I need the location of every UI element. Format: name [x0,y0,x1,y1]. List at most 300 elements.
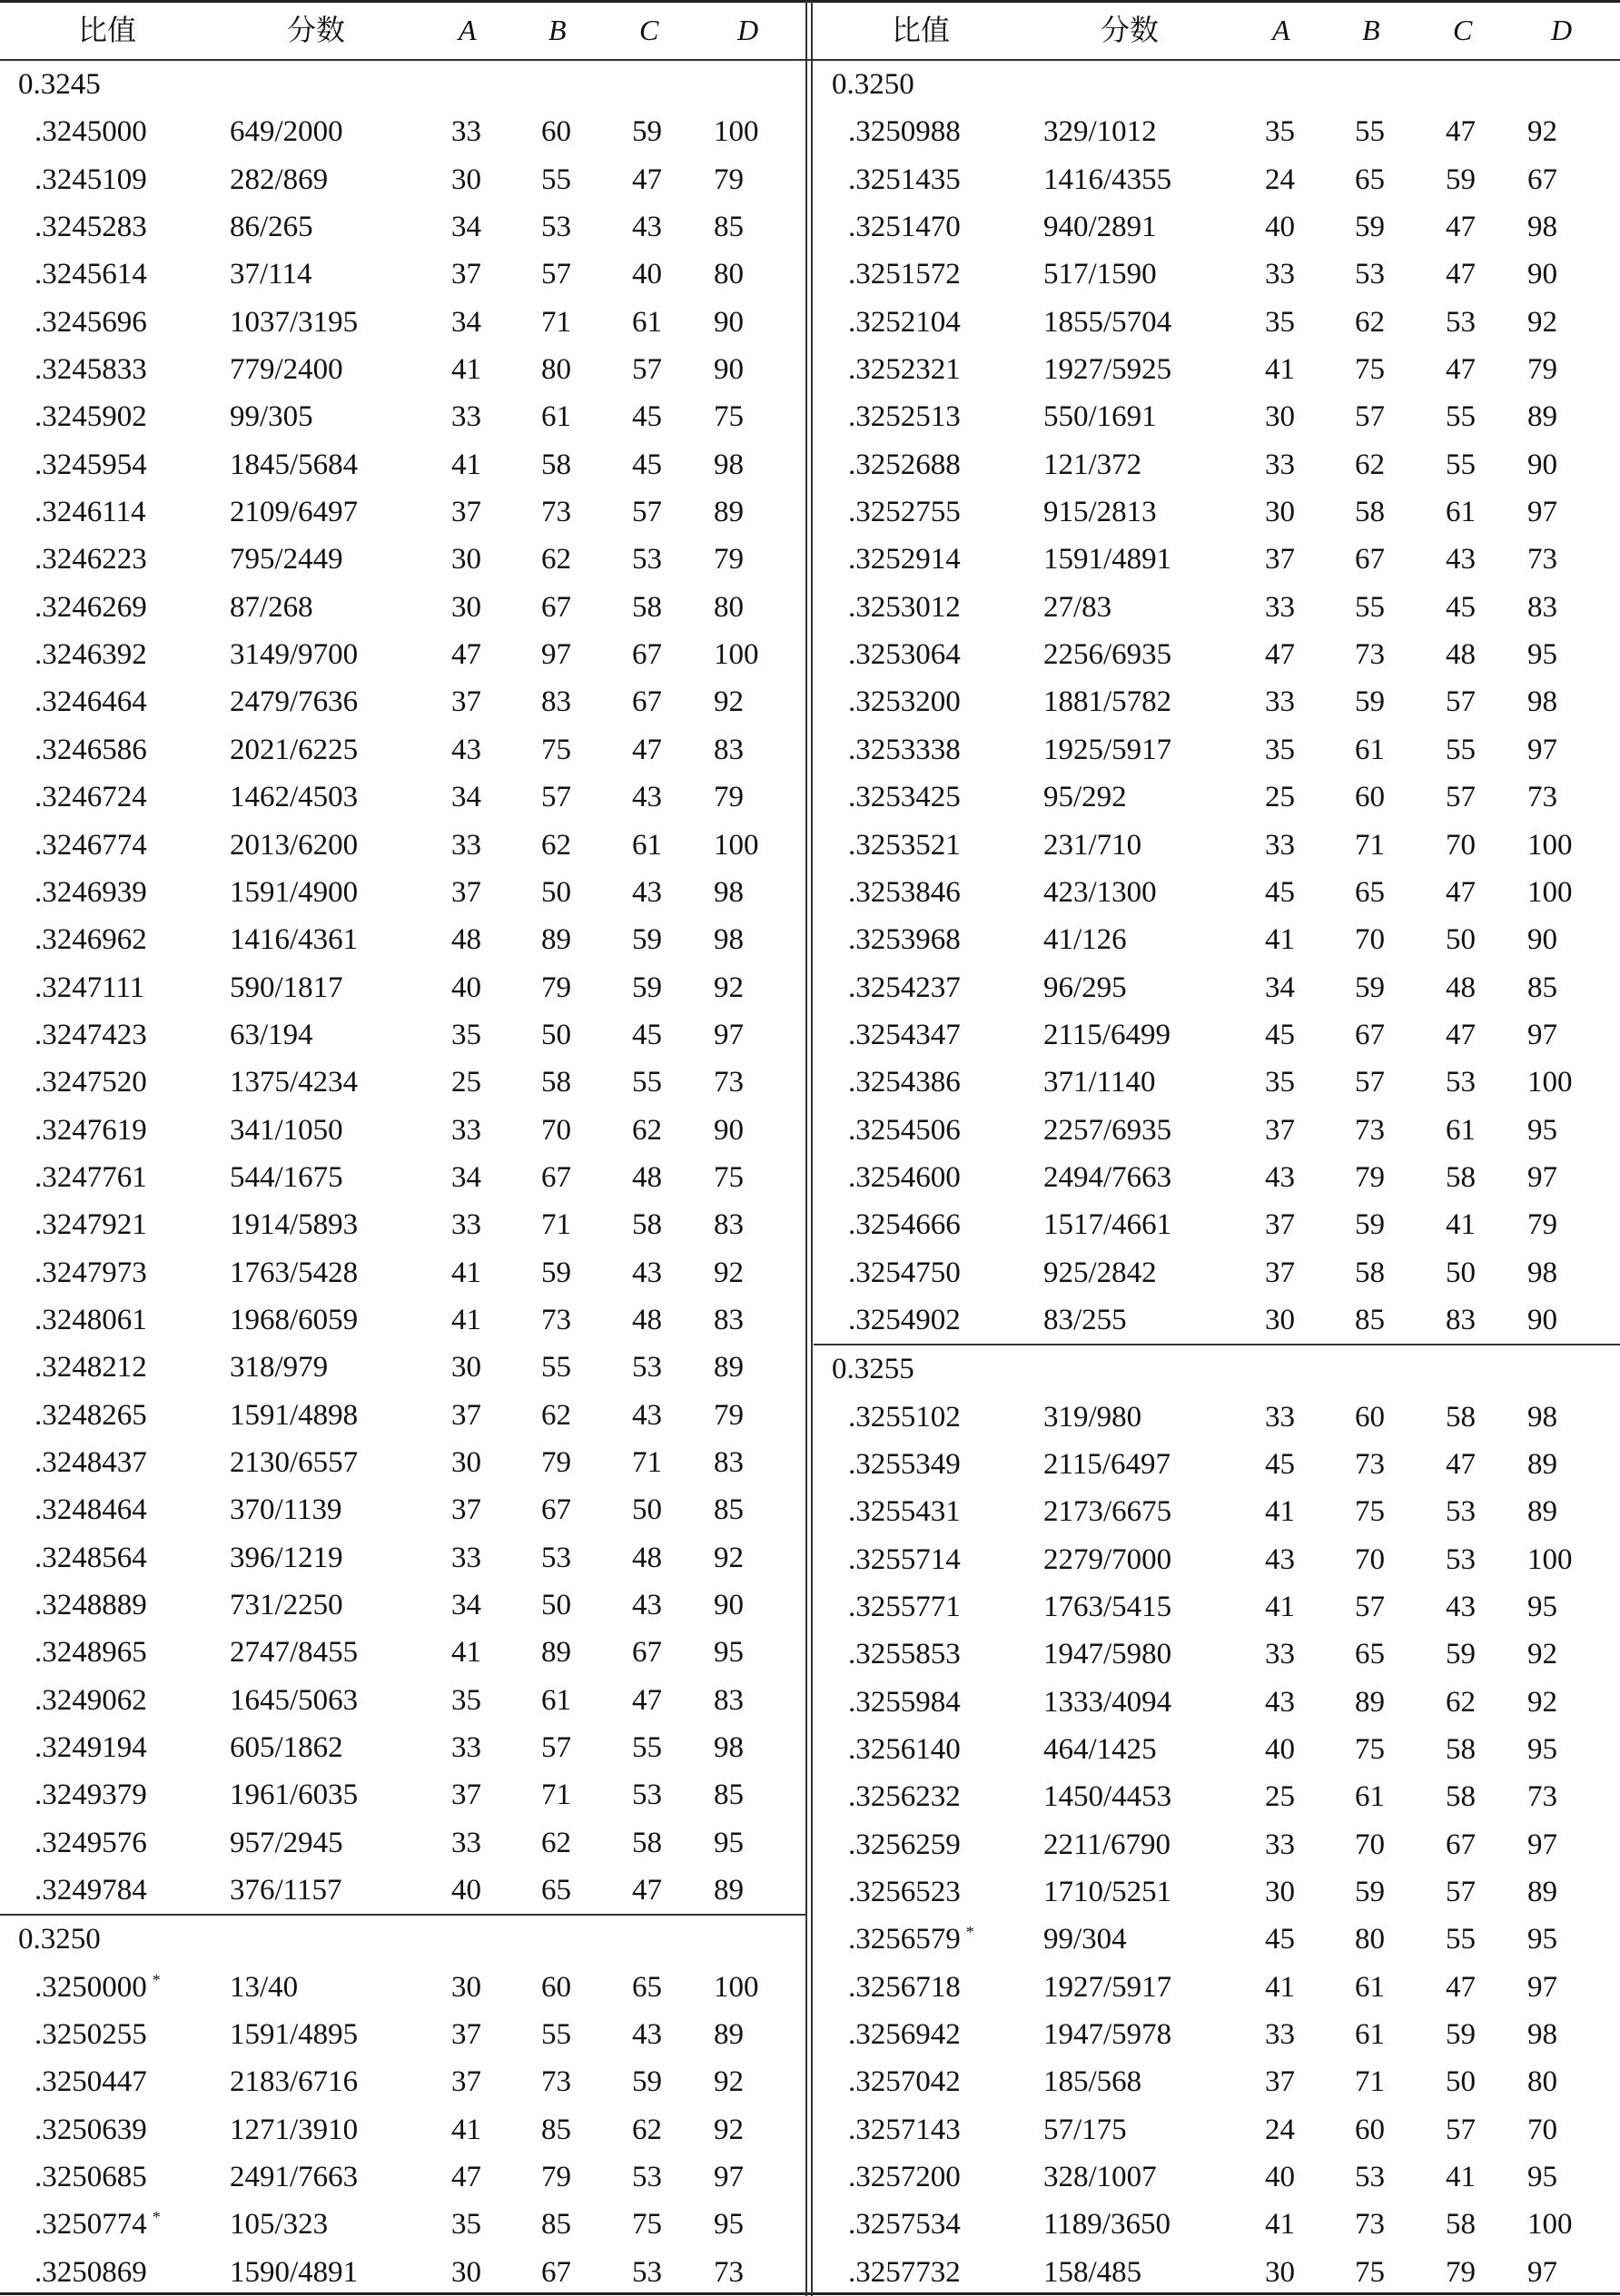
b-cell: 57 [541,258,571,291]
c-cell: 53 [632,2255,662,2289]
table-row [814,2201,1620,2248]
fraction-cell: 2013/6200 [230,828,359,862]
c-cell: 58 [1446,1733,1476,1767]
b-cell: 75 [1355,1733,1385,1767]
fraction-cell: 37/114 [230,258,312,291]
c-cell: 55 [1446,400,1476,434]
c-cell: 61 [1446,496,1476,529]
a-cell: 40 [451,1874,481,1907]
ratio-cell: .3254666 [848,1208,961,1242]
fraction-cell: 795/2449 [230,543,343,576]
ratio-cell: .3245902 [35,400,147,434]
a-cell: 37 [451,1493,481,1527]
a-cell: 41 [1265,1591,1295,1623]
d-cell: 79 [714,781,744,814]
a-cell: 25 [1265,1780,1295,1814]
fraction-cell: 341/1050 [230,1113,343,1147]
ratio-cell: .3254902 [848,1303,961,1336]
ratio-cell: .3254506 [848,1113,961,1147]
c-cell: 45 [632,400,662,434]
c-cell: 47 [632,1683,662,1717]
ratio-cell: .3257534 [848,2208,961,2242]
fraction-cell: 95/292 [1043,781,1127,814]
footnote-mark: * [965,1923,974,1942]
center-divider-line [811,0,813,2296]
group-label: 0.3250 [18,1923,101,1956]
c-cell: 58 [1446,1400,1476,1434]
fraction-cell: 328/1007 [1043,2161,1157,2194]
ratio-cell: .3255853 [848,1638,961,1671]
table-row [0,1344,806,1391]
d-cell: 79 [714,543,744,576]
d-cell: 90 [1527,1303,1557,1336]
a-cell: 40 [1265,1733,1295,1767]
fraction-cell: 2279/7000 [1043,1542,1172,1576]
c-cell: 59 [632,115,662,149]
ratio-cell: .3248965 [35,1636,147,1670]
a-cell: 24 [1265,2113,1295,2146]
table-row [814,631,1620,678]
c-cell: 55 [632,1066,662,1099]
a-cell: 33 [1265,685,1295,719]
a-cell: 30 [1265,496,1295,529]
ratio-cell: .3256942 [848,2018,961,2052]
d-cell: 73 [1527,781,1557,814]
ratio-cell: .3251470 [848,211,961,244]
c-cell: 61 [632,305,662,339]
ratio-cell: .3255431 [848,1495,961,1529]
footnote-mark: * [152,1970,161,1989]
a-cell: 33 [1265,1638,1295,1671]
d-cell: 97 [1527,1828,1557,1861]
ratio-cell: .3250447 [35,2065,147,2099]
fraction-cell: 464/1425 [1043,1733,1157,1767]
ratio-cell: .3248889 [35,1589,147,1621]
a-cell: 33 [1265,590,1295,624]
ratio-cell: .3246962 [35,923,147,957]
b-cell: 71 [541,1208,571,1242]
ratio-cell: .3245000 [35,115,147,149]
table-row [0,108,806,155]
d-cell: 97 [1527,496,1557,529]
d-cell: 98 [1527,211,1557,244]
a-cell: 33 [451,115,481,149]
a-cell: 41 [1265,923,1295,957]
d-cell: 95 [714,1826,744,1859]
d-cell: 92 [714,2065,744,2099]
table-row [0,1439,806,1486]
c-cell: 59 [1446,2018,1476,2052]
fraction-cell: 86/265 [230,211,313,244]
c-cell: 43 [632,1256,662,1289]
d-cell: 85 [714,1779,744,1812]
fraction-cell: 957/2945 [230,1826,343,1859]
ratio-cell: .3254386 [848,1066,961,1099]
fraction-cell: 1763/5428 [230,1256,359,1289]
d-cell: 90 [1527,448,1557,481]
a-cell: 34 [451,211,481,244]
c-cell: 59 [632,971,662,1004]
table-row [0,1677,806,1724]
c-cell: 61 [632,828,662,862]
fraction-cell: 3149/9700 [230,638,359,672]
fraction-cell: 590/1817 [230,971,343,1004]
table-row [814,441,1620,488]
table-row [814,1679,1620,1726]
ratio-cell: .3247111 [35,971,145,1004]
c-cell: 71 [632,1445,662,1479]
b-cell: 55 [541,1351,571,1384]
d-cell: 100 [714,115,759,149]
b-cell: 58 [1355,1256,1385,1289]
fraction-cell: 1645/5063 [230,1683,359,1717]
c-cell: 45 [632,448,662,481]
d-cell: 80 [714,590,744,624]
b-cell: 53 [541,211,571,244]
fraction-cell: 940/2891 [1043,211,1157,244]
c-cell: 50 [1446,2065,1476,2099]
b-cell: 65 [1355,163,1385,196]
d-cell: 73 [714,2255,744,2289]
b-cell: 57 [541,781,571,814]
a-cell: 25 [451,1066,481,1099]
c-cell: 45 [632,1018,662,1051]
fraction-cell: 2173/6675 [1043,1495,1172,1529]
a-cell: 33 [1265,1400,1295,1434]
b-cell: 70 [1355,1828,1385,1861]
a-cell: 47 [451,638,481,672]
fraction-cell: 1591/4900 [230,875,359,909]
b-cell: 59 [1355,211,1385,244]
d-cell: 92 [714,2113,744,2146]
b-cell: 61 [1355,2018,1385,2052]
d-cell: 79 [1527,1208,1557,1242]
b-cell: 71 [1355,828,1385,862]
fraction-cell: 1855/5704 [1043,305,1172,339]
b-cell: 60 [1355,781,1385,814]
d-cell: 98 [714,923,744,957]
header-d: D [1551,14,1573,46]
b-cell: 75 [1355,2255,1385,2289]
a-cell: 43 [1265,1542,1295,1576]
a-cell: 30 [451,1445,481,1479]
fraction-cell: 1881/5782 [1043,685,1172,719]
c-cell: 47 [1446,211,1476,244]
b-cell: 67 [541,1493,571,1527]
d-cell: 89 [714,1351,744,1384]
c-cell: 48 [632,1303,662,1336]
d-cell: 92 [1527,1638,1557,1671]
c-cell: 65 [632,1970,662,2004]
c-cell: 55 [1446,1923,1476,1956]
a-cell: 37 [1265,2065,1295,2099]
a-cell: 37 [451,2065,481,2099]
a-cell: 33 [451,1826,481,1859]
header-ratio: 比值 [892,14,951,46]
right-table-body [814,61,1620,2296]
fraction-cell: 185/568 [1043,2065,1142,2099]
a-cell: 35 [1265,1066,1295,1099]
ratio-cell: .3249576 [35,1826,147,1859]
table-row [0,678,806,725]
table-row [0,1059,806,1106]
ratio-cell: .3250000 * [35,1970,161,2004]
d-cell: 92 [1527,305,1557,339]
d-cell: 92 [714,971,744,1004]
d-cell: 97 [714,1018,744,1051]
d-cell: 92 [714,685,744,719]
a-cell: 45 [1265,1447,1295,1481]
b-cell: 59 [1355,1876,1385,1909]
fraction-cell: 2257/6935 [1043,1113,1172,1147]
fraction-cell: 1947/5978 [1043,2018,1172,2052]
ratio-cell: .3252513 [848,400,961,434]
fraction-cell: 282/869 [230,163,329,196]
a-cell: 43 [1265,1160,1295,1194]
ratio-cell: .3250685 [35,2161,147,2194]
a-cell: 37 [451,258,481,291]
table-row [814,1201,1620,1248]
b-cell: 67 [541,2255,571,2289]
table-row [814,1726,1620,1773]
a-cell: 37 [451,1398,481,1432]
b-cell: 73 [1355,1113,1385,1147]
d-cell: 83 [714,1208,744,1242]
c-cell: 59 [1446,163,1476,196]
ratio-cell: .3253200 [848,685,961,719]
b-cell: 57 [541,1731,571,1765]
d-cell: 98 [1527,1256,1557,1289]
left-table-panel [0,0,806,2296]
c-cell: 48 [1446,971,1476,1004]
c-cell: 57 [632,496,662,529]
table-row [0,2011,806,2058]
d-cell: 100 [1527,1542,1573,1576]
d-cell: 89 [1527,1876,1557,1909]
d-cell: 95 [1527,1733,1557,1767]
group-label: 0.3245 [18,68,101,101]
d-cell: 83 [1527,590,1557,624]
table-row [0,1724,806,1771]
b-cell: 83 [541,685,571,719]
a-cell: 41 [1265,353,1295,387]
fraction-cell: 1710/5251 [1043,1876,1172,1909]
c-cell: 57 [1446,1876,1476,1909]
ratio-cell: .3255714 [848,1542,961,1576]
c-cell: 57 [1446,685,1476,719]
table-row [0,393,806,440]
a-cell: 40 [451,971,481,1004]
d-cell: 92 [714,1541,744,1574]
d-cell: 73 [714,1066,744,1099]
d-cell: 100 [1527,1066,1573,1099]
b-cell: 62 [541,828,571,862]
fraction-cell: 605/1862 [230,1731,343,1765]
table-row [0,536,806,583]
b-cell: 60 [1355,2113,1385,2146]
d-cell: 80 [714,258,744,291]
b-cell: 65 [541,1874,571,1907]
d-cell: 85 [714,1493,744,1527]
group-label: 0.3250 [832,68,914,101]
fraction-cell: 1763/5415 [1043,1591,1172,1623]
fraction-cell: 2479/7636 [230,685,359,719]
b-cell: 73 [541,496,571,529]
d-cell: 92 [1527,115,1557,149]
fraction-cell: 915/2813 [1043,496,1157,529]
a-cell: 30 [1265,1303,1295,1336]
fraction-cell: 2491/7663 [230,2161,359,2194]
ratio-cell: .3253521 [848,828,961,862]
c-cell: 47 [1446,353,1476,387]
group-header-row [0,1914,806,1963]
b-cell: 61 [541,1683,571,1717]
c-cell: 47 [1446,1018,1476,1051]
fraction-cell: 99/304 [1043,1923,1127,1956]
c-cell: 55 [1446,733,1476,766]
ratio-cell: .3246586 [35,733,147,766]
a-cell: 37 [1265,1256,1295,1289]
ratio-cell: .3254347 [848,1018,961,1051]
c-cell: 43 [632,1589,662,1621]
ratio-cell: .3254600 [848,1160,961,1194]
ratio-cell: .3255771 [848,1591,961,1623]
c-cell: 58 [632,1208,662,1242]
c-cell: 43 [632,2018,662,2052]
fraction-cell: 1462/4503 [230,781,359,814]
ratio-cell: .3250869 [35,2255,147,2289]
d-cell: 98 [714,875,744,909]
c-cell: 53 [1446,1495,1476,1529]
ratio-cell: .3245109 [35,163,147,196]
b-cell: 61 [1355,1970,1385,2004]
table-row [814,726,1620,774]
ratio-cell: .3247520 [35,1066,147,1099]
d-cell: 100 [714,828,759,862]
table-row [0,1534,806,1582]
b-cell: 67 [1355,543,1385,576]
ratio-cell: .3256232 [848,1780,961,1814]
table-row [0,156,806,203]
a-cell: 37 [1265,1208,1295,1242]
b-cell: 70 [541,1113,571,1147]
table-row [0,726,806,774]
c-cell: 67 [632,1636,662,1670]
a-cell: 30 [1265,2255,1295,2289]
table-row [0,2249,806,2296]
fraction-cell: 1333/4094 [1043,1685,1172,1719]
table-row [814,774,1620,821]
ratio-cell: .3249062 [35,1683,147,1717]
d-cell: 83 [714,1683,744,1717]
a-cell: 33 [451,1113,481,1147]
d-cell: 100 [714,638,759,672]
table-row [0,251,806,298]
ratio-cell: .3248437 [35,1445,147,1479]
a-cell: 35 [1265,305,1295,339]
b-cell: 80 [541,353,571,387]
fraction-cell: 1591/4891 [1043,543,1172,576]
ratio-cell: .3252688 [848,448,961,481]
fraction-cell: 649/2000 [230,115,343,149]
c-cell: 59 [632,2065,662,2099]
c-cell: 61 [1446,1113,1476,1147]
ratio-cell: .3253064 [848,638,961,672]
fraction-cell: 57/175 [1043,2113,1127,2146]
fraction-cell: 376/1157 [230,1874,342,1907]
a-cell: 34 [451,781,481,814]
c-cell: 43 [632,781,662,814]
ratio-cell: .3256140 [848,1733,961,1767]
ratio-cell: .3257042 [848,2065,961,2099]
fraction-cell: 1416/4361 [230,923,359,957]
a-cell: 30 [451,1970,481,2004]
table-row [814,916,1620,963]
a-cell: 41 [1265,1970,1295,2004]
ratio-cell: .3251435 [848,163,961,196]
c-cell: 41 [1446,2161,1476,2194]
fraction-cell: 1591/4898 [230,1398,359,1432]
fraction-cell: 231/710 [1043,828,1142,862]
a-cell: 35 [451,2208,481,2242]
ratio-cell: .3248564 [35,1541,147,1574]
b-cell: 71 [541,1779,571,1812]
c-cell: 79 [1446,2255,1476,2289]
fraction-cell: 2747/8455 [230,1636,359,1670]
b-cell: 65 [1355,1638,1385,1671]
c-cell: 47 [1446,115,1476,149]
table-row [0,631,806,678]
c-cell: 43 [632,1398,662,1432]
ratio-cell: .3249194 [35,1731,147,1765]
table-row [0,2106,806,2153]
fraction-cell: 2109/6497 [230,496,359,529]
fraction-cell: 1189/3650 [1043,2208,1171,2242]
table-row [814,1011,1620,1059]
d-cell: 98 [714,1731,744,1765]
d-cell: 100 [1527,875,1573,909]
b-cell: 57 [1355,1066,1385,1099]
c-cell: 55 [632,1731,662,1765]
fraction-cell: 544/1675 [230,1160,343,1194]
ratio-cell: .3252755 [848,496,961,529]
fraction-cell: 1271/3910 [230,2113,359,2146]
c-cell: 47 [1446,1447,1476,1481]
fraction-cell: 96/295 [1043,971,1127,1004]
a-cell: 30 [451,163,481,196]
b-cell: 73 [1355,2208,1385,2242]
c-cell: 58 [1446,1780,1476,1814]
group-header-row [814,1344,1620,1393]
table-row [0,1819,806,1867]
ratio-cell: .3247423 [35,1018,147,1051]
c-cell: 47 [1446,875,1476,909]
c-cell: 43 [1446,1591,1476,1623]
b-cell: 62 [541,543,571,576]
d-cell: 90 [714,305,744,339]
table-row [814,2058,1620,2105]
table-row [814,1536,1620,1583]
ratio-cell: .3245954 [35,448,147,481]
fraction-cell: 1914/5893 [230,1208,359,1242]
table-row [814,2106,1620,2153]
ratio-cell: .3257143 [848,2113,961,2146]
ratio-cell: .3245696 [35,305,147,339]
fraction-cell: 1961/6035 [230,1779,359,1812]
fraction-cell: 1450/4453 [1043,1780,1172,1814]
c-cell: 53 [632,1351,662,1384]
c-cell: 53 [1446,1542,1476,1576]
